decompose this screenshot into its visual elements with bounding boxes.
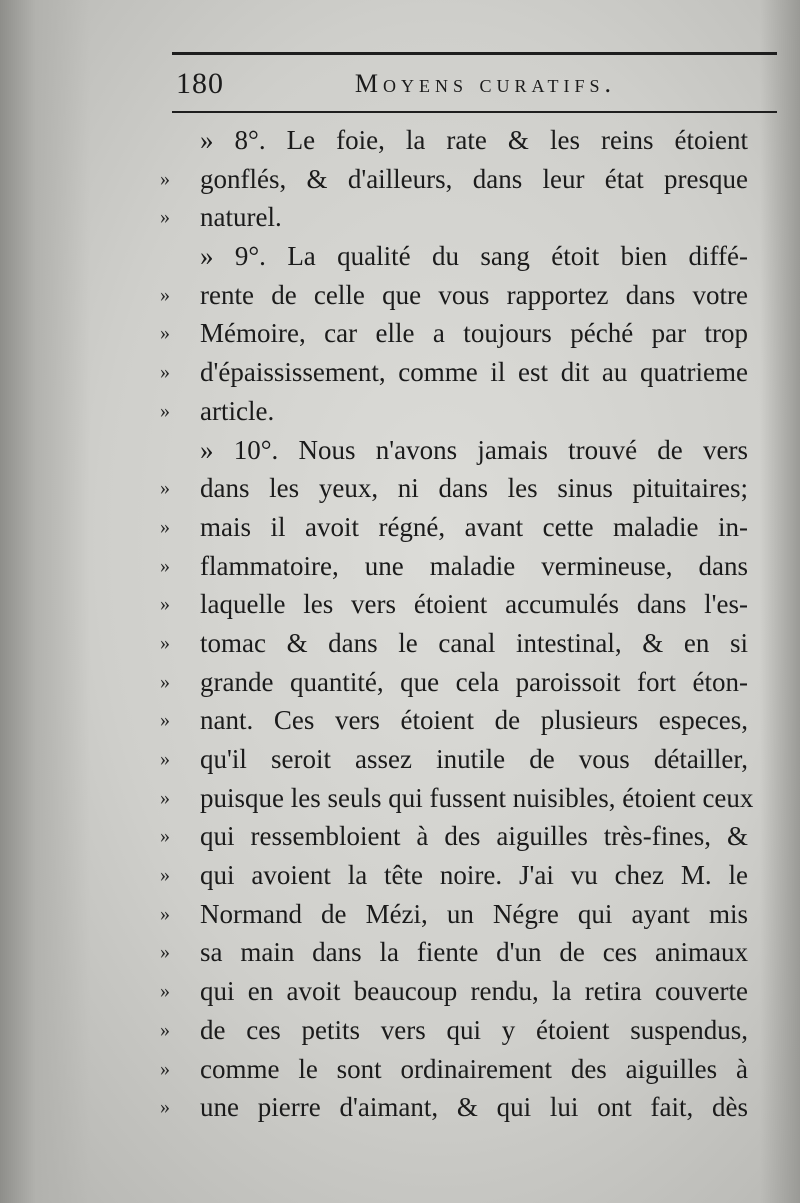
guillemet-marker: » xyxy=(160,515,170,538)
guillemet-marker: » xyxy=(160,477,170,500)
line-text: article. xyxy=(200,395,275,426)
guillemet-marker: » xyxy=(160,167,170,190)
text-line xyxy=(160,740,760,779)
text-line xyxy=(160,469,760,508)
guillemet-marker: » xyxy=(160,864,170,887)
line-text: rente de celle que vous rapportez dans votre xyxy=(200,279,748,310)
guillemet-marker: » xyxy=(160,1057,170,1080)
text-line xyxy=(160,1011,760,1050)
page-gutter-shadow xyxy=(0,0,90,1203)
text-line xyxy=(160,353,760,392)
text-line xyxy=(160,1050,760,1089)
text-line xyxy=(160,817,760,856)
text-line xyxy=(160,933,760,972)
line-text: dans les yeux, ni dans les sinus pituitaires; xyxy=(200,473,748,504)
guillemet-marker: » xyxy=(160,593,170,616)
line-text: qui avoient la tête noire. J'ai vu chez M. le xyxy=(200,860,748,891)
guillemet-marker: » xyxy=(160,361,170,384)
text-line xyxy=(160,624,760,663)
text-line xyxy=(160,895,760,934)
line-text: grande quantité, que cela paroissoit fort éton- xyxy=(200,666,748,697)
line-text: qu'il seroit assez inutile de vous détailler, xyxy=(200,744,748,774)
text-line xyxy=(160,121,760,160)
text-line xyxy=(160,431,760,470)
running-header xyxy=(176,58,776,110)
line-text: » 10°. Nous n'avons jamais trouvé de vers xyxy=(200,434,748,465)
guillemet-marker: » xyxy=(160,980,170,1003)
guillemet-marker: » xyxy=(160,1096,170,1119)
header-rule-top xyxy=(172,52,777,55)
text-line xyxy=(160,237,760,276)
text-line xyxy=(160,392,760,431)
guillemet-marker: » xyxy=(160,902,170,925)
line-text: sa main dans la fiente d'un de ces animaux xyxy=(200,937,748,968)
guillemet-marker: » xyxy=(160,322,170,345)
text-line xyxy=(160,314,760,353)
line-text: gonflés, & d'ailleurs, dans leur état presque xyxy=(200,163,748,194)
guillemet-marker: » xyxy=(160,670,170,693)
text-line xyxy=(160,160,760,199)
guillemet-marker: » xyxy=(160,748,170,770)
line-text: d'épaississement, comme il est dit au quatrieme xyxy=(200,357,748,388)
page-number: 180 xyxy=(176,67,224,100)
line-text: tomac & dans le canal intestinal, & en si xyxy=(200,627,748,658)
guillemet-marker: » xyxy=(160,825,170,848)
line-text: qui ressembloient à des aiguilles très-fines, & xyxy=(200,821,748,852)
guillemet-marker: » xyxy=(160,709,170,732)
guillemet-marker: » xyxy=(160,631,170,654)
line-text: comme le sont ordinairement des aiguilles à xyxy=(200,1053,748,1084)
text-line xyxy=(160,1088,760,1127)
guillemet-marker: » xyxy=(160,283,170,306)
line-text: Normand de Mézi, un Négre qui ayant mis xyxy=(200,898,748,929)
text-line xyxy=(160,508,760,547)
guillemet-marker: » xyxy=(160,1018,170,1041)
text-line xyxy=(160,585,760,624)
text-line xyxy=(160,701,760,740)
line-text: laquelle les vers étoient accumulés dans l'es- xyxy=(200,589,748,620)
guillemet-marker: » xyxy=(160,554,170,577)
line-text: Mémoire, car elle a toujours péché par trop xyxy=(200,318,748,349)
text-line xyxy=(160,663,760,702)
line-text: » 9°. La qualité du sang étoit bien diffé- xyxy=(200,241,748,272)
line-text: nant. Ces vers étoient de plusieurs especes, xyxy=(200,705,748,736)
text-line xyxy=(160,972,760,1011)
line-text: mais il avoit régné, avant cette maladie in- xyxy=(200,511,748,542)
text-line xyxy=(160,779,760,818)
page-edge-shadow xyxy=(760,0,800,1203)
line-text: une pierre d'aimant, & qui lui ont fait, dès xyxy=(200,1092,748,1123)
text-line xyxy=(160,547,760,586)
line-text: » 8°. Le foie, la rate & les reins étoient xyxy=(200,125,748,155)
line-text: de ces petits vers qui y étoient suspendus, xyxy=(200,1014,748,1045)
guillemet-marker: » xyxy=(160,786,170,809)
running-title: Moyens curatifs. xyxy=(354,69,616,98)
text-line xyxy=(160,856,760,895)
header-rule-bottom xyxy=(172,111,777,113)
line-text: naturel. xyxy=(200,202,282,233)
body-text xyxy=(160,121,760,1127)
line-text: qui en avoit beaucoup rendu, la retira couverte xyxy=(200,976,748,1007)
text-line xyxy=(160,276,760,315)
guillemet-marker: » xyxy=(160,941,170,964)
guillemet-marker: » xyxy=(160,206,170,229)
text-line xyxy=(160,198,760,237)
line-text: flammatoire, une maladie vermineuse, dans xyxy=(200,550,748,581)
line-text: puisque les seuls qui fussent nuisibles, étoient ceux xyxy=(200,782,754,813)
guillemet-marker: » xyxy=(160,399,170,422)
